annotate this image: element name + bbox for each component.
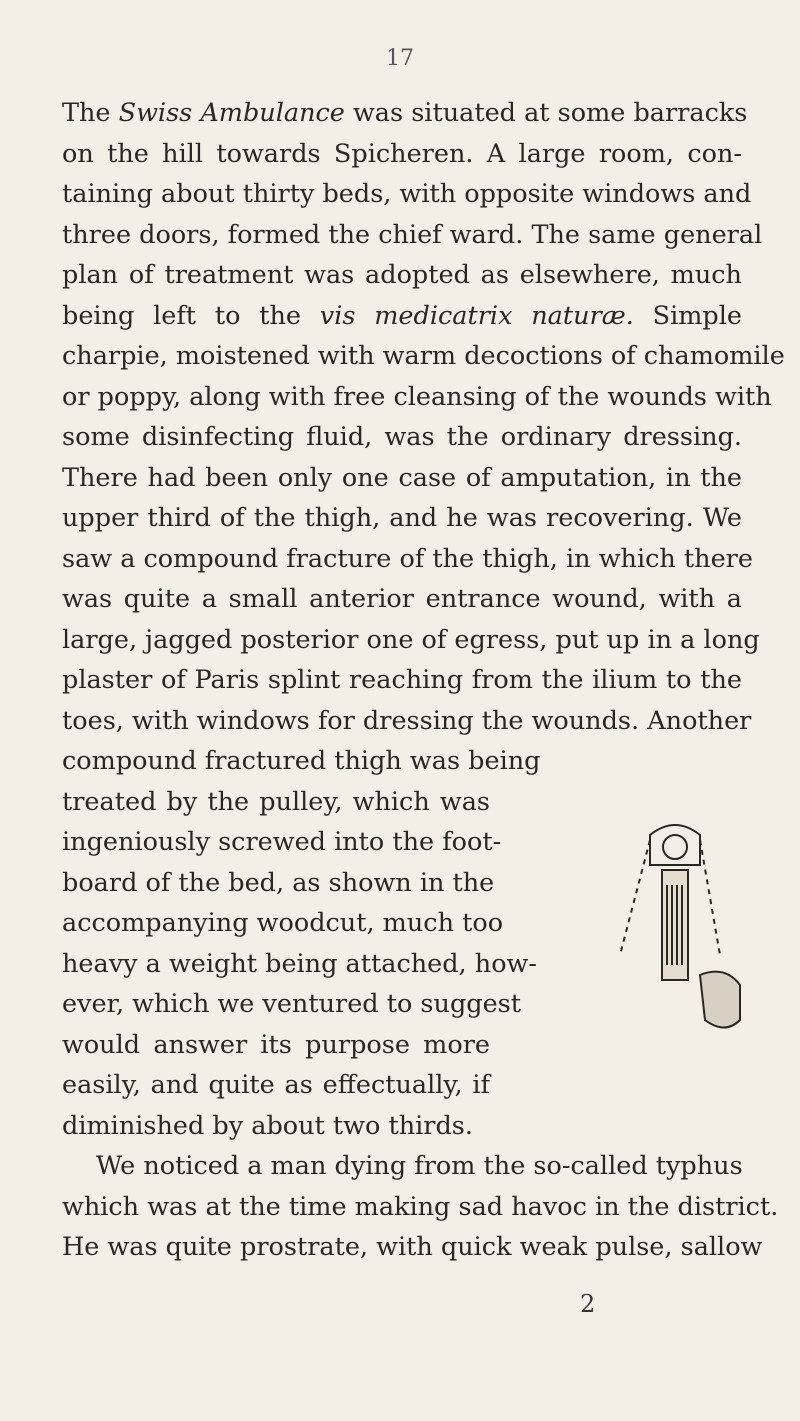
text-segment: diminished by about two thirds. <box>62 1110 473 1141</box>
text-segment: some disinfecting fluid, was the ordinary dressing. <box>62 422 742 452</box>
cord-left <box>620 840 650 955</box>
cord-right <box>700 840 720 955</box>
text-line <box>62 260 742 290</box>
text-line <box>62 908 504 938</box>
italic-text: Swiss Ambulance <box>118 98 345 128</box>
text-line <box>62 746 541 776</box>
text-line <box>62 787 490 817</box>
text-segment: board of the bed, as shown in the <box>62 867 495 898</box>
text-line <box>62 584 742 614</box>
text-segment: which was at the time making sad havoc in the district. <box>62 1191 779 1222</box>
text-segment: There had been only one case of amputation, in the <box>62 462 742 493</box>
text-line <box>62 705 752 736</box>
text-line <box>62 301 742 331</box>
text-segment: heavy a weight being attached, how- <box>62 948 537 979</box>
text-line <box>62 1111 490 1141</box>
text-segment: Simple <box>633 300 742 331</box>
text-segment: was situated at some barracks <box>344 98 748 128</box>
text-segment: accompanying woodcut, much too <box>62 908 504 938</box>
weight <box>700 972 740 1028</box>
text-segment: compound fractured thigh was being <box>62 746 541 776</box>
text-line <box>62 948 537 979</box>
text-line <box>96 1151 742 1181</box>
text-segment: plan of treatment was adopted as elsewhere, much <box>62 260 742 290</box>
signature-mark: 2 <box>580 1290 596 1318</box>
text-segment: was quite a small anterior entrance wound, with a <box>62 584 742 614</box>
text-line <box>62 665 742 695</box>
pulley-woodcut-illustration <box>600 815 750 1035</box>
foot-board-block <box>662 870 688 980</box>
text-line <box>62 341 785 371</box>
text-line <box>62 827 502 857</box>
pulley-wheel <box>663 835 687 859</box>
italic-text: vis medicatrix naturæ. <box>319 300 634 331</box>
text-line <box>62 543 753 574</box>
text-line <box>62 139 742 169</box>
text-line <box>62 422 742 452</box>
text-segment: large, jagged posterior one of egress, put up in a long <box>62 624 760 655</box>
text-segment: treated by the pulley, which was <box>62 786 490 817</box>
text-line <box>62 503 742 533</box>
text-line <box>62 1070 490 1100</box>
text-segment: ingeniously screwed into the foot- <box>62 827 502 857</box>
text-line <box>62 867 495 898</box>
text-segment: being left to the <box>62 300 320 331</box>
text-line <box>62 1030 490 1060</box>
text-line <box>62 381 772 412</box>
page-number: 17 <box>386 46 414 71</box>
text-line <box>62 179 752 209</box>
text-line <box>62 463 742 493</box>
text-segment: taining about thirty beds, with opposite windows and <box>62 179 752 209</box>
text-line <box>62 1191 779 1222</box>
text-segment: three doors, formed the chief ward. The same general <box>62 219 763 250</box>
text-line <box>62 219 763 250</box>
text-line <box>62 1232 763 1262</box>
text-segment: on the hill towards Spicheren. A large room, con- <box>62 138 742 169</box>
text-segment: would answer its purpose more <box>62 1029 490 1060</box>
text-line <box>62 624 760 655</box>
text-segment: ever, which we ventured to suggest <box>62 989 522 1019</box>
text-segment: toes, with windows for dressing the wounds. Another <box>62 705 752 736</box>
text-segment: The <box>62 98 119 128</box>
text-segment: or poppy, along with free cleansing of the wounds with <box>62 381 772 412</box>
text-segment: charpie, moistened with warm decoctions of chamomile <box>62 341 785 371</box>
text-segment: easily, and quite as effectually, if <box>62 1070 490 1100</box>
text-segment: plaster of Paris splint reaching from the ilium to the <box>62 665 742 695</box>
text-segment: upper third of the thigh, and he was recovering. We <box>62 503 742 533</box>
text-segment: He was quite prostrate, with quick weak pulse, sallow <box>62 1232 763 1262</box>
text-segment: saw a compound fracture of the thigh, in which there <box>62 543 753 574</box>
text-line <box>62 98 748 128</box>
text-segment: We noticed a man dying from the so-called typhus <box>96 1151 743 1181</box>
text-line <box>62 989 522 1019</box>
